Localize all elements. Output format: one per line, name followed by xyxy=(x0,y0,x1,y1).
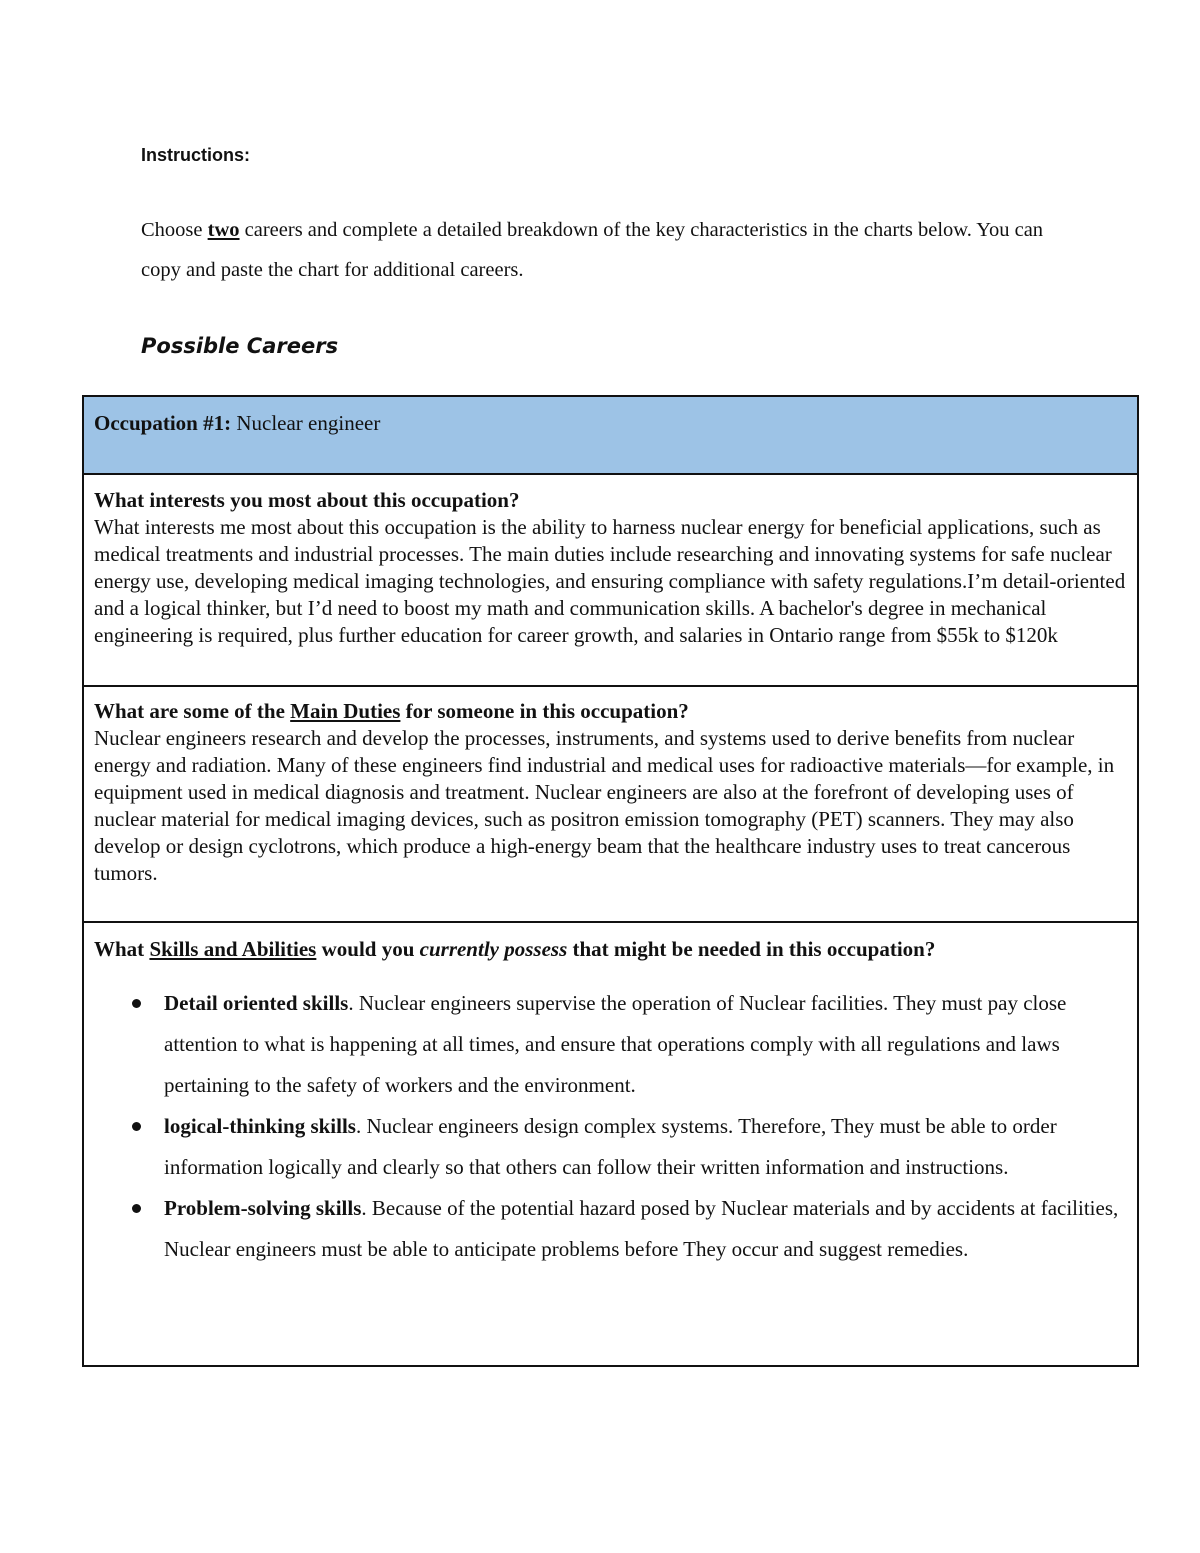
interest-row xyxy=(84,475,1137,687)
instructions-emphasis: two xyxy=(207,219,240,241)
instructions-text-after: careers and complete a detailed breakdown of the key characteristics in the charts below. You can copy and paste the chart for additional careers. xyxy=(141,219,1044,281)
possible-careers-heading: Possible Careers xyxy=(141,334,339,358)
occupation-label: Occupation #1: xyxy=(94,411,232,435)
duties-question-emphasis: Main Duties xyxy=(290,699,401,723)
duties-answer: Nuclear engineers research and develop the processes, instruments, and systems used to derive benefits from nuclear energy and radiation. Many of these engineers find industrial and medical uses for radioactive materials—for example, in equipment used in medical diagnosis and treatment. Nuclear engineers are also at the forefront of developing uses of nuclear material for medical imaging devices, such as positron emission tomography (PET) scanners. They may also develop or design cyclotrons, which produce a high-energy beam that the healthcare industry uses to treat cancerous tumors. xyxy=(94,726,1115,885)
skills-list xyxy=(94,983,1127,1270)
skill-description: . Nuclear engineers supervise the operation of Nuclear facilities. They must pay close attention to what is happening at all times, and ensure that operations comply with all regulations and laws pertaining to the safety of workers and the environment. xyxy=(164,991,1067,1097)
skills-question-italic: currently possess xyxy=(419,937,568,961)
skills-row xyxy=(84,923,1137,1365)
skills-question-middle: would you xyxy=(316,937,420,961)
bullet-icon xyxy=(132,1204,141,1213)
duties-question-after: for someone in this occupation? xyxy=(400,699,689,723)
skills-question xyxy=(94,933,1127,965)
bullet-icon xyxy=(132,999,141,1008)
skill-name: Problem-solving skills xyxy=(164,1196,362,1220)
skills-question-after: that might be needed in this occupation? xyxy=(567,937,936,961)
instructions-text-before: Choose xyxy=(141,219,208,241)
duties-question-before: What are some of the xyxy=(94,699,291,723)
duties-question xyxy=(94,698,1127,725)
instructions-heading: Instructions: xyxy=(141,145,251,165)
occupation-name: Nuclear engineer xyxy=(231,411,381,435)
skills-question-before: What xyxy=(94,937,150,961)
bullet-icon xyxy=(132,1122,141,1131)
skill-name: Detail oriented skills xyxy=(164,991,349,1015)
occupation-header-row xyxy=(84,397,1137,475)
list-item xyxy=(94,983,1127,1106)
career-table xyxy=(82,395,1139,1367)
skill-name: logical-thinking skills xyxy=(164,1114,356,1138)
list-item xyxy=(94,1188,1127,1270)
duties-row xyxy=(84,687,1137,923)
skill-description: . Nuclear engineers design complex systems. Therefore, They must be able to order information logically and clearly so that others can follow their written information and instructions. xyxy=(164,1114,1057,1179)
list-item xyxy=(94,1106,1127,1188)
interest-question: What interests you most about this occupation? xyxy=(94,488,520,512)
skills-question-underlined: Skills and Abilities xyxy=(149,937,317,961)
interest-answer: What interests me most about this occupation is the ability to harness nuclear energy for beneficial applications, such as medical treatments and industrial processes. The main duties include researching and innovating systems for safe nuclear energy use, developing medical imaging technologies, and ensuring compliance with safety regulations.I’m detail-oriented and a logical thinker, but I’d need to boost my math and communication skills. A bachelor's degree in mechanical engineering is required, plus further education for career growth, and salaries in Ontario range from $55k to $120k xyxy=(94,515,1126,647)
instructions-text xyxy=(141,210,1071,290)
skill-description: . Because of the potential hazard posed by Nuclear materials and by accidents at facilities, Nuclear engineers must be able to anticipate problems before They occur and suggest remedies. xyxy=(164,1196,1119,1261)
